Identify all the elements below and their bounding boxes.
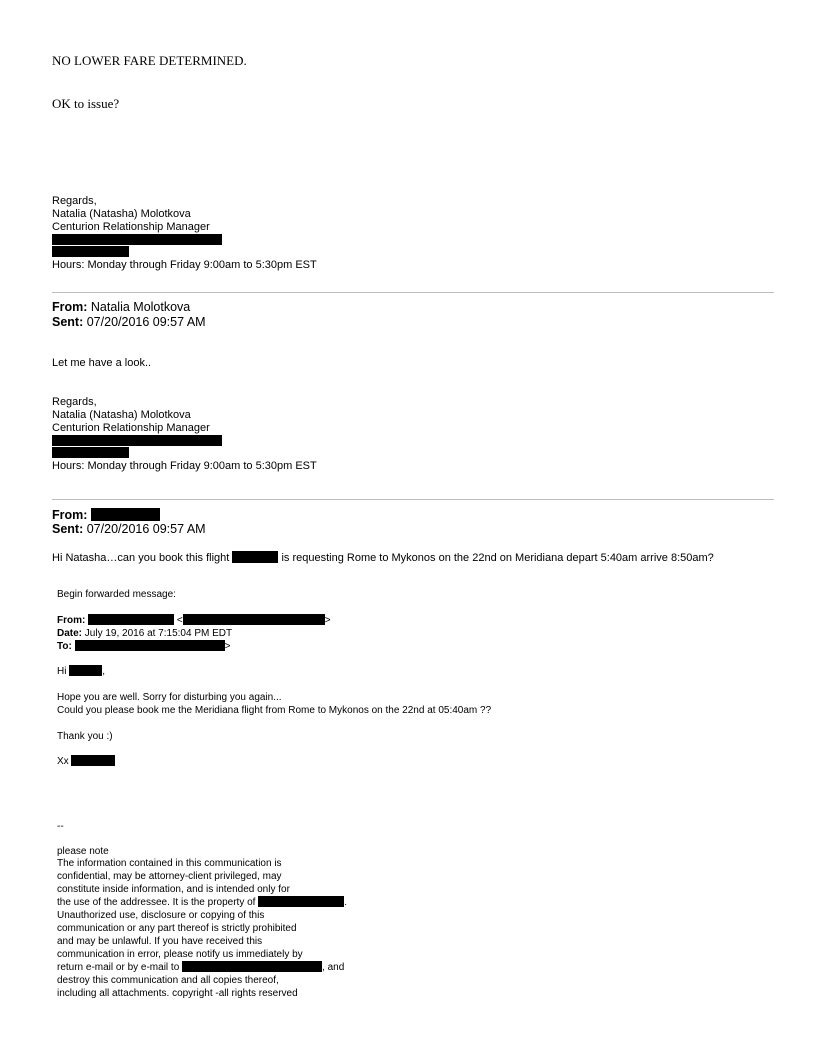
signature-hours: Hours: Monday through Friday 9:00am to 5:30pm EST bbox=[52, 460, 317, 472]
greeting-text: Hi bbox=[57, 666, 67, 677]
signature-title: Centurion Relationship Manager bbox=[52, 221, 210, 233]
redaction-bar bbox=[182, 961, 322, 972]
redaction-bar bbox=[52, 234, 222, 245]
message-body: Let me have a look.. bbox=[52, 357, 152, 369]
redaction-bar bbox=[69, 665, 102, 676]
redaction-bar bbox=[75, 640, 225, 651]
signature-regards: Regards, bbox=[52, 396, 97, 408]
email-from-line bbox=[52, 508, 160, 522]
forwarded-to-line: To: > bbox=[57, 641, 231, 652]
disclaimer-text: return e-mail or by e-mail to bbox=[57, 962, 180, 973]
redaction-bar bbox=[52, 246, 129, 257]
signature-name: Natalia (Natasha) Molotkova bbox=[52, 208, 191, 220]
thanks-line: Thank you :) bbox=[57, 731, 113, 742]
signature-regards: Regards, bbox=[52, 195, 97, 207]
message-text: is requesting Rome to Mykonos on the 22nd on Meridiana depart 5:40am arrive 8:50am? bbox=[281, 552, 714, 564]
redaction-bar bbox=[232, 551, 278, 563]
email-from-line bbox=[52, 300, 190, 314]
sent-value: 07/20/2016 09:57 AM bbox=[86, 522, 206, 536]
disclaimer-text: , and bbox=[322, 962, 345, 973]
disclaimer-line: confidential, may be attorney-client privileged, may bbox=[57, 871, 282, 882]
redaction-bar bbox=[88, 614, 174, 625]
from-label: From: bbox=[57, 615, 86, 626]
sent-label: Sent: bbox=[52, 522, 84, 536]
disclaimer-heading: please note bbox=[57, 846, 109, 857]
signature-name: Natalia (Natasha) Molotkova bbox=[52, 409, 191, 421]
redaction-bar bbox=[258, 896, 344, 907]
disclaimer-line: communication in error, please notify us immediately by bbox=[57, 949, 303, 960]
disclaimer-line: The information contained in this communication is bbox=[57, 858, 282, 869]
signature-hours: Hours: Monday through Friday 9:00am to 5:30pm EST bbox=[52, 259, 317, 271]
email-sent-line bbox=[52, 315, 206, 329]
date-label: Date: bbox=[57, 628, 83, 639]
from-label: From: bbox=[52, 508, 88, 522]
signoff-text: Xx bbox=[57, 756, 69, 767]
disclaimer-line bbox=[57, 961, 344, 974]
sent-value: 07/20/2016 09:57 AM bbox=[86, 315, 206, 329]
forwarded-intro: Begin forwarded message: bbox=[57, 589, 176, 600]
redaction-bar bbox=[52, 447, 129, 458]
redaction-bar bbox=[183, 614, 325, 625]
redaction-bar bbox=[52, 435, 222, 446]
disclaimer-line: constitute inside information, and is intended only for bbox=[57, 884, 290, 895]
disclaimer-line: the use of the addressee. It is the property of . bbox=[57, 897, 348, 908]
forwarded-date-line bbox=[57, 627, 232, 640]
date-value: July 19, 2016 at 7:15:04 PM EDT bbox=[84, 628, 233, 639]
message-body bbox=[52, 551, 714, 565]
disclaimer-dash: -- bbox=[57, 821, 64, 832]
fare-status-line: NO LOWER FARE DETERMINED. bbox=[52, 53, 247, 68]
separator-rule bbox=[52, 499, 774, 500]
greeting-line: Hi , bbox=[57, 666, 106, 677]
disclaimer-text: the use of the addressee. It is the property of bbox=[57, 897, 256, 908]
separator-rule bbox=[52, 292, 774, 293]
disclaimer-line: destroy this communication and all copies thereof, bbox=[57, 975, 279, 986]
email-sent-line bbox=[52, 522, 206, 536]
message-text: Hi Natasha…can you book this flight bbox=[52, 552, 230, 564]
sent-label: Sent: bbox=[52, 315, 84, 329]
message-body: Could you please book me the Meridiana flight from Rome to Mykonos on the 22nd at 05:40am ?? bbox=[57, 705, 492, 716]
forwarded-from-line: From: < > bbox=[57, 615, 331, 626]
from-label: From: bbox=[52, 300, 88, 314]
from-value: Natalia Molotkova bbox=[90, 300, 191, 314]
disclaimer-line: and may be unlawful. If you have received this bbox=[57, 936, 263, 947]
issue-question-line: OK to issue? bbox=[52, 96, 120, 111]
disclaimer-line: including all attachments. copyright -all rights reserved bbox=[57, 988, 298, 999]
disclaimer-line: Unauthorized use, disclosure or copying of this bbox=[57, 910, 265, 921]
message-body: Hope you are well. Sorry for disturbing you again... bbox=[57, 692, 282, 703]
to-label: To: bbox=[57, 641, 72, 652]
signature-title: Centurion Relationship Manager bbox=[52, 422, 210, 434]
redaction-bar bbox=[91, 508, 160, 521]
disclaimer-line: communication or any part thereof is strictly prohibited bbox=[57, 923, 297, 934]
redaction-bar bbox=[71, 755, 115, 766]
signoff-line bbox=[57, 755, 115, 768]
